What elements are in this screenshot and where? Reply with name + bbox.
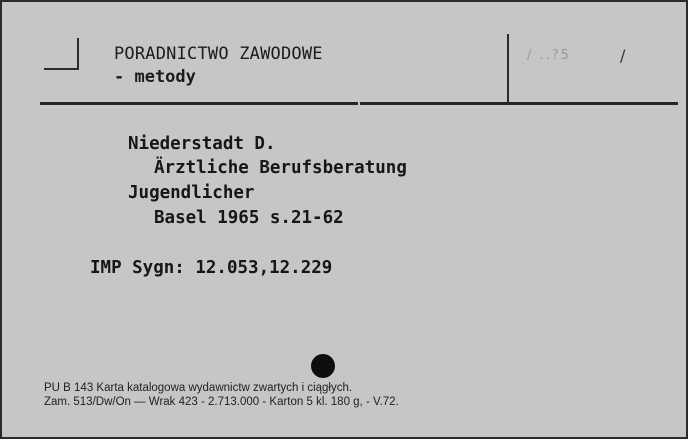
entry-title-line2: Jugendlicher: [128, 183, 255, 203]
entry-publication: Basel 1965 s.21-62: [154, 208, 344, 228]
punch-hole: [311, 354, 335, 378]
faint-pencil-mark: / ..?5: [527, 48, 571, 63]
corner-mark-horizontal: [44, 68, 79, 70]
header-rule-left: [40, 102, 358, 105]
card-category-subtitle: - metody: [114, 67, 196, 87]
corner-mark-vertical: [77, 38, 79, 70]
footer-print-line1: PU B 143 Karta katalogowa wydawnictw zwartych i ciągłych.: [44, 382, 353, 394]
slash-mark: /: [620, 46, 626, 65]
header-vertical-divider: [507, 34, 509, 102]
header-rule-right: [360, 102, 678, 105]
entry-signature: IMP Sygn: 12.053,12.229: [90, 258, 333, 278]
card-category-title: PORADNICTWO ZAWODOWE: [114, 44, 323, 64]
entry-title-line1: Ärztliche Berufsberatung: [154, 158, 407, 178]
footer-print-line2: Zam. 513/Dw/On — Wrak 423 - 2.713.000 - Karton 5 kl. 180 g, - V.72.: [44, 396, 399, 408]
entry-author: Niederstadt D.: [128, 134, 276, 154]
